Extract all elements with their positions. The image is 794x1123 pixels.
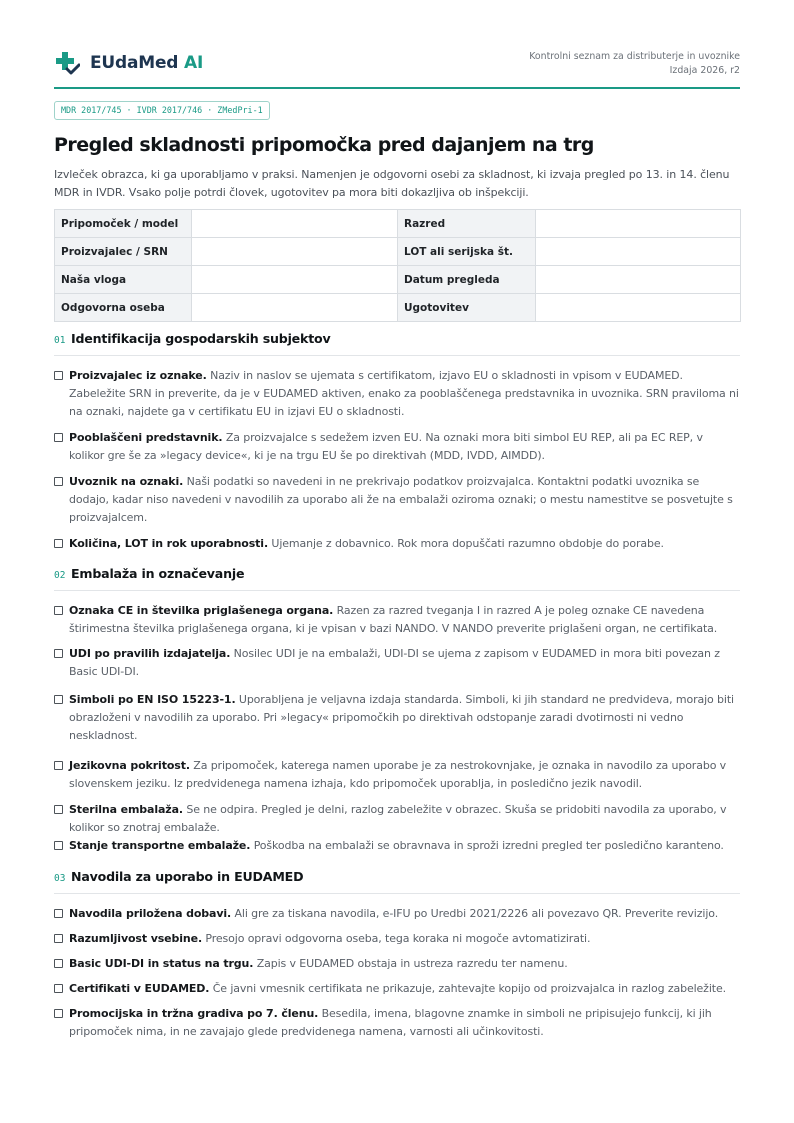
checklist-item-text xyxy=(69,645,740,681)
checklist-item xyxy=(54,930,740,948)
checklist-item-title: Sterilna embalaža. xyxy=(69,803,183,816)
checklist-item xyxy=(54,905,740,923)
checklist-item-text xyxy=(69,367,740,422)
checklist-item-text xyxy=(69,429,740,465)
checklist-item-title: Simboli po EN ISO 15223-1. xyxy=(69,693,236,706)
info-value-field[interactable] xyxy=(192,294,398,322)
info-table-row xyxy=(55,210,741,238)
info-label: Razred xyxy=(398,210,536,238)
section-title: Embalaža in označevanje xyxy=(71,566,245,581)
checklist-item-title: Certifikati v EUDAMED. xyxy=(69,982,210,995)
logo-accent: AI xyxy=(184,53,204,73)
checklist-item-description: Zapis v EUDAMED obstaja in ustreza razredu ter namenu. xyxy=(253,957,568,970)
checklist-item xyxy=(54,757,740,793)
regulation-tag: MDR 2017/745 · IVDR 2017/746 · ZMedPri-1 xyxy=(54,101,270,120)
checkbox[interactable] xyxy=(54,805,63,814)
checklist-item-description: Razen za razred tveganja I in razred A je poleg oznake CE navedena štirimestna številka priglašenega organa, ki je vpisan v bazi NANDO. V NANDO preverite priglašeni organ, ne certifikata. xyxy=(69,604,718,636)
info-value-field[interactable] xyxy=(192,210,398,238)
checklist-item-text xyxy=(69,1005,740,1041)
section-number: 01 xyxy=(54,335,66,346)
checklist-item-text xyxy=(69,691,740,746)
checklist-item xyxy=(54,837,740,855)
checkbox[interactable] xyxy=(54,959,63,968)
checklist-item-description: Ujemanje z dobavnico. Rok mora dopuščati razumno obdobje do porabe. xyxy=(268,537,664,550)
info-value-field[interactable] xyxy=(536,266,741,294)
logo xyxy=(54,50,203,76)
checklist-item xyxy=(54,473,740,528)
checklist-item-description: Besedila, imena, blagovne znamke in simboli ne pripisujejo funkcij, ki jih pripomoček nima, in ne zavajajo glede predvidenega namena, varnosti ali učinkovitosti. xyxy=(69,1007,712,1039)
checkbox[interactable] xyxy=(54,761,63,770)
checklist-item-title: Navodila priložena dobavi. xyxy=(69,907,232,920)
page-title: Pregled skladnosti pripomočka pred dajanjem na trg xyxy=(54,134,594,156)
checklist-item-title: Pooblaščeni predstavnik. xyxy=(69,431,223,444)
checklist-item-title: Jezikovna pokritost. xyxy=(69,759,190,772)
document-info xyxy=(529,50,740,78)
checklist-item-text xyxy=(69,757,740,793)
checklist-section xyxy=(54,869,740,1039)
info-label: Ugotovitev xyxy=(398,294,536,322)
checklist-item-description: Če javni vmesnik certifikata ne prikazuje, zahtevajte kopijo od proizvajalca in razlog zabeležite. xyxy=(209,982,726,995)
info-value-field[interactable] xyxy=(536,210,741,238)
checklist-item-title: Količina, LOT in rok uporabnosti. xyxy=(69,537,269,550)
checklist-item xyxy=(54,429,740,465)
info-table-row xyxy=(55,294,741,322)
checklist-item-text xyxy=(69,905,740,923)
section-title: Navodila za uporabo in EUDAMED xyxy=(71,869,304,884)
info-label: Datum pregleda xyxy=(398,266,536,294)
info-label: LOT ali serijska št. xyxy=(398,238,536,266)
document-type: Kontrolni seznam za distributerje in uvoznike xyxy=(529,51,740,62)
section-title: Identifikacija gospodarskih subjektov xyxy=(71,331,331,346)
section-heading xyxy=(54,331,740,356)
section-heading xyxy=(54,566,740,591)
checklist-item xyxy=(54,980,740,998)
checklist-item-title: Stanje transportne embalaže. xyxy=(69,839,251,852)
logo-text xyxy=(90,53,203,73)
info-label: Odgovorna oseba xyxy=(55,294,192,322)
checklist-item-text xyxy=(69,473,740,528)
checklist-item-title: Razumljivost vsebine. xyxy=(69,932,203,945)
checklist-item xyxy=(54,1005,740,1041)
checkbox[interactable] xyxy=(54,1009,63,1018)
info-value-field[interactable] xyxy=(192,266,398,294)
section-heading xyxy=(54,869,740,894)
checklist-item-text xyxy=(69,801,740,837)
checklist-item-description: Nosilec UDI je na embalaži, UDI-DI se ujema z zapisom v EUDAMED in mora biti povezan z Basic UDI-DI. xyxy=(69,647,720,679)
checklist-section xyxy=(54,566,740,852)
checklist-item xyxy=(54,955,740,973)
checkbox[interactable] xyxy=(54,539,63,548)
checkbox[interactable] xyxy=(54,433,63,442)
checklist-item-text xyxy=(69,602,740,638)
medical-cross-check-icon xyxy=(54,50,80,76)
checklist-item xyxy=(54,645,740,681)
info-value-field[interactable] xyxy=(536,294,741,322)
info-value-field[interactable] xyxy=(192,238,398,266)
checklist-item xyxy=(54,367,740,422)
section-number: 03 xyxy=(54,873,66,884)
checkbox[interactable] xyxy=(54,371,63,380)
checklist-item-title: Uvoznik na oznaki. xyxy=(69,475,184,488)
info-label: Pripomoček / model xyxy=(55,210,192,238)
checklist-item-description: Poškodba na embalaži se obravnava in sproži izredni pregled ter posledično karanteno. xyxy=(250,839,724,852)
checklist-item-description: Za pripomoček, katerega namen uporabe je za nestrokovnjake, je oznaka in navodilo za uporabo v slovenskem jeziku. Iz predvidenega namena izhaja, kdo pripomoček uporablja, in posledično jezik navodil. xyxy=(69,759,727,791)
checklist-item xyxy=(54,602,740,638)
checklist-item-text xyxy=(69,930,740,948)
checklist-item-description: Naziv in naslov se ujemata s certifikatom, izjavo EU o skladnosti in vpisom v EUDAMED. Zabeležite SRN in preverite, da je v EUDAMED aktiven, enako za pooblaščenega predstavnika in uvoznika. SRN praviloma ni na oznaki, najdete ga v certifikatu EU in izjavi EU o skladnosti. xyxy=(69,369,739,419)
checklist-item-title: UDI po pravilih izdajatelja. xyxy=(69,647,231,660)
page-header xyxy=(54,44,740,89)
checkbox[interactable] xyxy=(54,477,63,486)
checkbox[interactable] xyxy=(54,841,63,850)
info-value-field[interactable] xyxy=(536,238,741,266)
checklist-item xyxy=(54,801,740,837)
checklist-item xyxy=(54,535,740,553)
checklist-item-title: Proizvajalec iz oznake. xyxy=(69,369,207,382)
info-label: Naša vloga xyxy=(55,266,192,294)
checklist-item-title: Promocijska in tržna gradiva po 7. členu. xyxy=(69,1007,319,1020)
section-number: 02 xyxy=(54,570,66,581)
document-edition: Izdaja 2026, r2 xyxy=(669,65,740,76)
intro-text: Izvleček obrazca, ki ga uporabljamo v praksi. Namenjen je odgovorni osebi za skladnost, ki izvaja pregled po 13. in 14. členu MDR in IVDR. Vsako polje potrdi človek, ugotovitev pa mora biti dokazljiva ob inšpekciji. xyxy=(54,168,730,199)
review-info-table xyxy=(54,209,741,322)
checkbox[interactable] xyxy=(54,934,63,943)
checkbox[interactable] xyxy=(54,695,63,704)
checklist-item-text xyxy=(69,980,740,998)
checklist-item-title: Basic UDI-DI in status na trgu. xyxy=(69,957,254,970)
checklist-item xyxy=(54,691,740,746)
checklist-item-description: Ali gre za tiskana navodila, e-IFU po Uredbi 2021/2226 ali povezavo QR. Preverite revizijo. xyxy=(231,907,719,920)
checkbox[interactable] xyxy=(54,909,63,918)
checklist-item-text xyxy=(69,837,740,855)
checklist-item-text xyxy=(69,535,740,553)
checklist-item-description: Presojo opravi odgovorna oseba, tega koraka ni mogoče avtomatizirati. xyxy=(202,932,591,945)
info-label: Proizvajalec / SRN xyxy=(55,238,192,266)
info-table-row xyxy=(55,266,741,294)
logo-main: EUdaMed xyxy=(90,53,179,73)
checkbox[interactable] xyxy=(54,649,63,658)
checkbox[interactable] xyxy=(54,984,63,993)
checkbox[interactable] xyxy=(54,606,63,615)
checklist-item-description: Uporabljena je veljavna izdaja standarda. Simboli, ki jih standard ne predvideva, morajo biti obrazloženi v navodilih za uporabo. Pri »legacy« pripomočkih po direktivah odstopanje zaradi dvotirnosti ni vedno neskladnost. xyxy=(69,693,734,743)
checklist-item-description: Se ne odpira. Pregled je delni, razlog zabeležite v obrazec. Skuša se pridobiti navodila za uporabo, v kolikor so znotraj embalaže. xyxy=(69,803,727,835)
checklist-item-text xyxy=(69,955,740,973)
checklist-item-description: Naši podatki so navedeni in ne prekrivajo podatkov proizvajalca. Kontaktni podatki uvoznika se dodajo, kadar niso navedeni v navodilih za uporabo ali že na embalaži oziroma oznaki; o mestu namestitve se posvetujte s proizvajalcem. xyxy=(69,475,733,525)
checklist-section xyxy=(54,331,740,550)
info-table-row xyxy=(55,238,741,266)
checklist-item-title: Oznaka CE in številka priglašenega organa. xyxy=(69,604,334,617)
checklist-item-description: Za proizvajalce s sedežem izven EU. Na oznaki mora biti simbol EU REP, ali pa EC REP, v kolikor gre še za »legacy device«, ki je na trgu EU še po direktivah (MDD, IVDD, AIMDD). xyxy=(69,431,703,463)
